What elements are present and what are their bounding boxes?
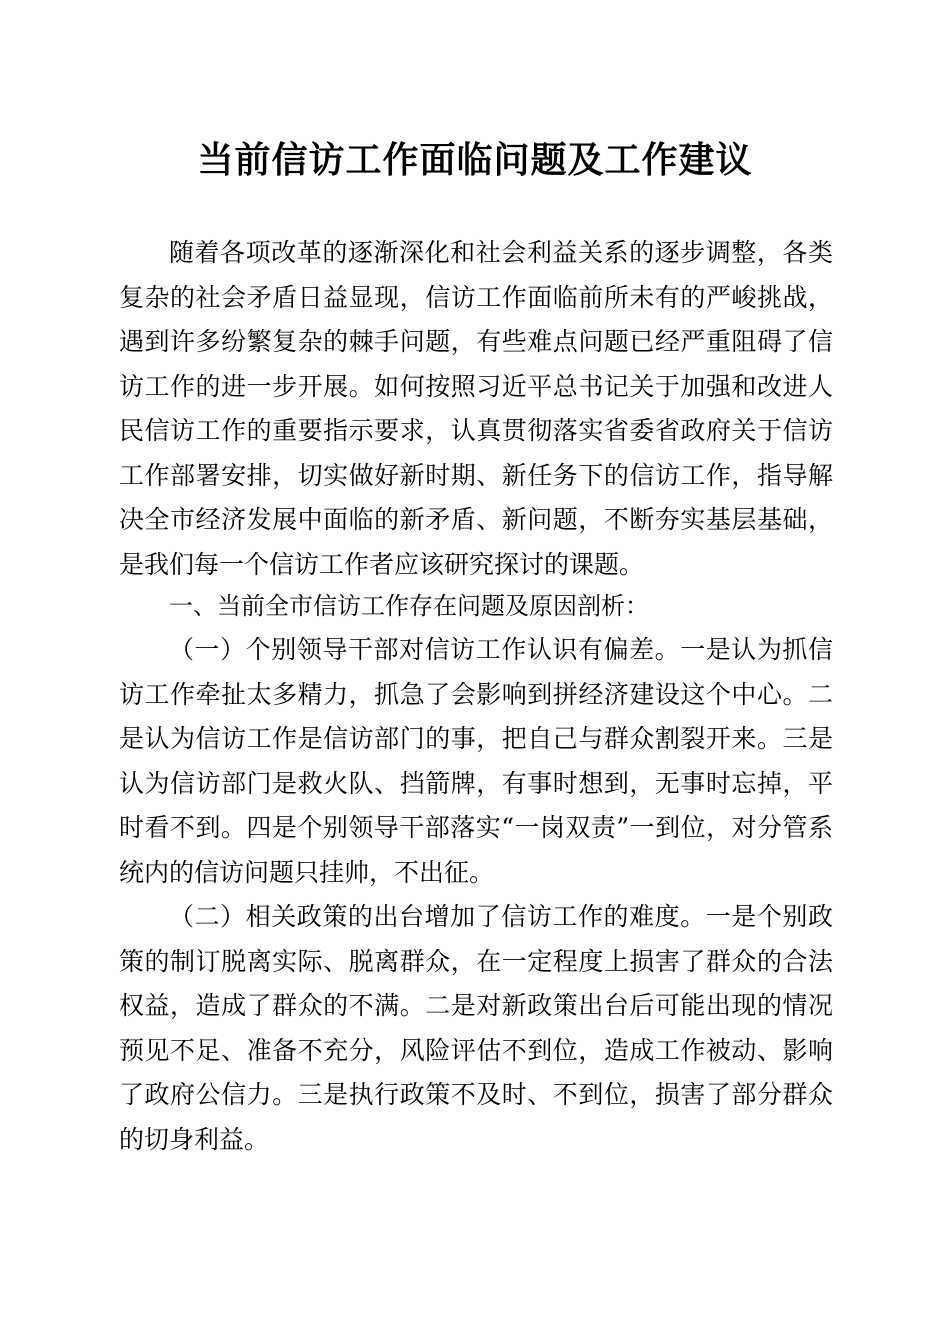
intro-paragraph: 随着各项改革的逐渐深化和社会利益关系的逐步调整，各类复杂的社会矛盾日益显现，信访工作面临前所未有的严峻挑战，遇到许多纷繁复杂的棘手问题，有些难点问题已经严重阻碍了信访工作的进一步开展。如何按照习近平总书记关于加强和改进人民信访工作的重要指示要求，认真贯彻落实省委省政府关于信访工作部署安排，切实做好新时期、新任务下的信访工作，指导解决全市经济发展中面临的新矛盾、新问题，不断夯实基层基础，是我们每一个信访工作者应该研究探讨的课题。 [119, 238, 833, 579]
problem-item-1: （一）个别领导干部对信访工作认识有偏差。一是认为抓信访工作牵扯太多精力，抓急了会影响到拼经济建设这个中心。二是认为信访工作是信访部门的事，把自己与群众割裂开来。三是认为信访部门是救火队、挡箭牌，有事时想到，无事时忘掉，平时看不到。四是个别领导干部落实“一岗双责”一到位，对分管系统内的信访问题只挂帅，不出征。 [119, 635, 833, 887]
problem-item-2: （二）相关政策的出台增加了信访工作的难度。一是个别政策的制订脱离实际、脱离群众，在一定程度上损害了群众的合法权益，造成了群众的不满。二是对新政策出台后可能出现的情况预见不足、准备不充分，风险评估不到位，造成工作被动、影响了政府公信力。三是执行政策不及时、不到位，损害了部分群众的切身利益。 [119, 902, 833, 1154]
document-title: 当前信访工作面临问题及工作建议 [197, 139, 753, 181]
section-heading: 一、当前全市信访工作存在问题及原因剖析： [169, 592, 649, 620]
